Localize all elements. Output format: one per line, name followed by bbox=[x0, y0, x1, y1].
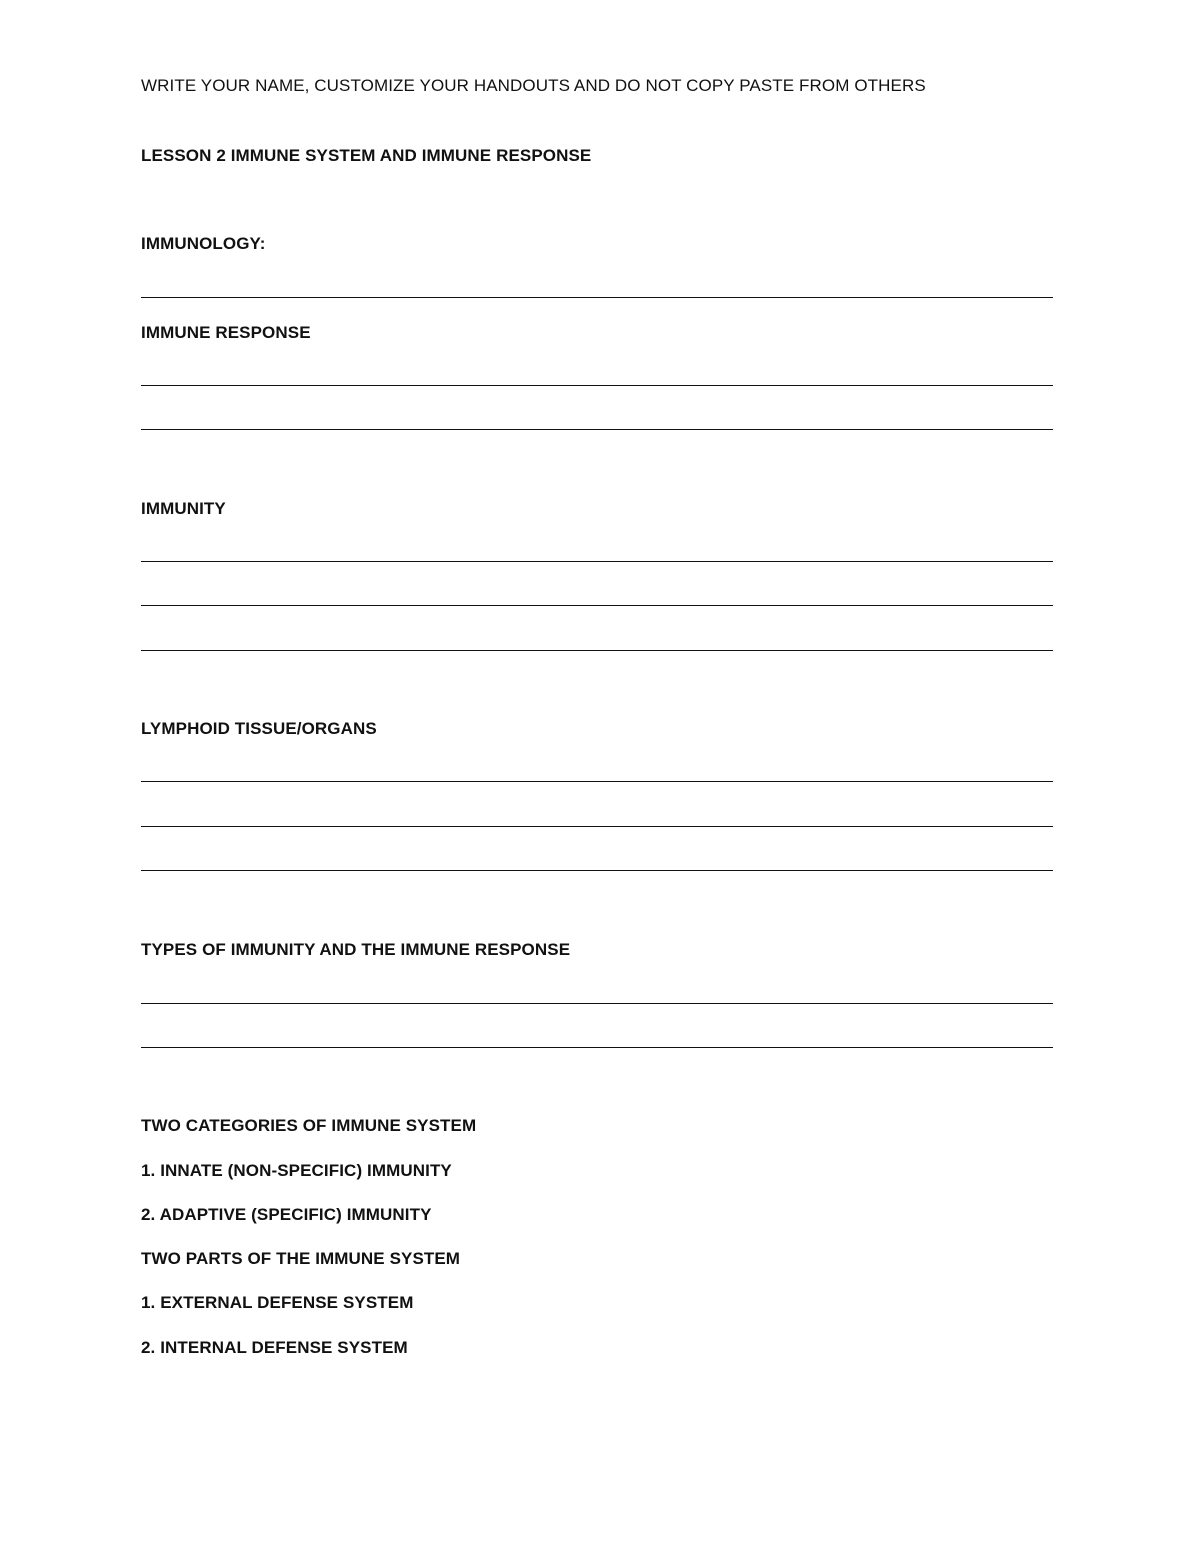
category-item: 1. INNATE (NON-SPECIFIC) IMMUNITY bbox=[141, 1161, 452, 1180]
answer-line[interactable] bbox=[141, 429, 1053, 430]
part-item: 2. INTERNAL DEFENSE SYSTEM bbox=[141, 1338, 408, 1357]
answer-line[interactable] bbox=[141, 826, 1053, 827]
heading-parts: TWO PARTS OF THE IMMUNE SYSTEM bbox=[141, 1249, 461, 1268]
heading-immunology: IMMUNOLOGY: bbox=[141, 234, 266, 253]
heading-immune-response: IMMUNE RESPONSE bbox=[141, 323, 311, 342]
answer-line[interactable] bbox=[141, 650, 1053, 651]
instruction-text: WRITE YOUR NAME, CUSTOMIZE YOUR HANDOUTS AND DO NOT COPY PASTE FROM OTHERS bbox=[141, 76, 926, 95]
heading-lymphoid: LYMPHOID TISSUE/ORGANS bbox=[141, 719, 377, 738]
answer-line[interactable] bbox=[141, 1047, 1053, 1048]
part-item: 1. EXTERNAL DEFENSE SYSTEM bbox=[141, 1293, 414, 1312]
answer-line[interactable] bbox=[141, 385, 1053, 386]
heading-immunity: IMMUNITY bbox=[141, 499, 226, 518]
answer-line[interactable] bbox=[141, 781, 1053, 782]
answer-line[interactable] bbox=[141, 1003, 1053, 1004]
answer-line[interactable] bbox=[141, 605, 1053, 606]
answer-line[interactable] bbox=[141, 297, 1053, 298]
lesson-title: LESSON 2 IMMUNE SYSTEM AND IMMUNE RESPONSE bbox=[141, 146, 592, 165]
answer-line[interactable] bbox=[141, 561, 1053, 562]
category-item: 2. ADAPTIVE (SPECIFIC) IMMUNITY bbox=[141, 1205, 432, 1224]
heading-types: TYPES OF IMMUNITY AND THE IMMUNE RESPONSE bbox=[141, 940, 571, 959]
heading-categories: TWO CATEGORIES OF IMMUNE SYSTEM bbox=[141, 1116, 477, 1135]
answer-line[interactable] bbox=[141, 870, 1053, 871]
